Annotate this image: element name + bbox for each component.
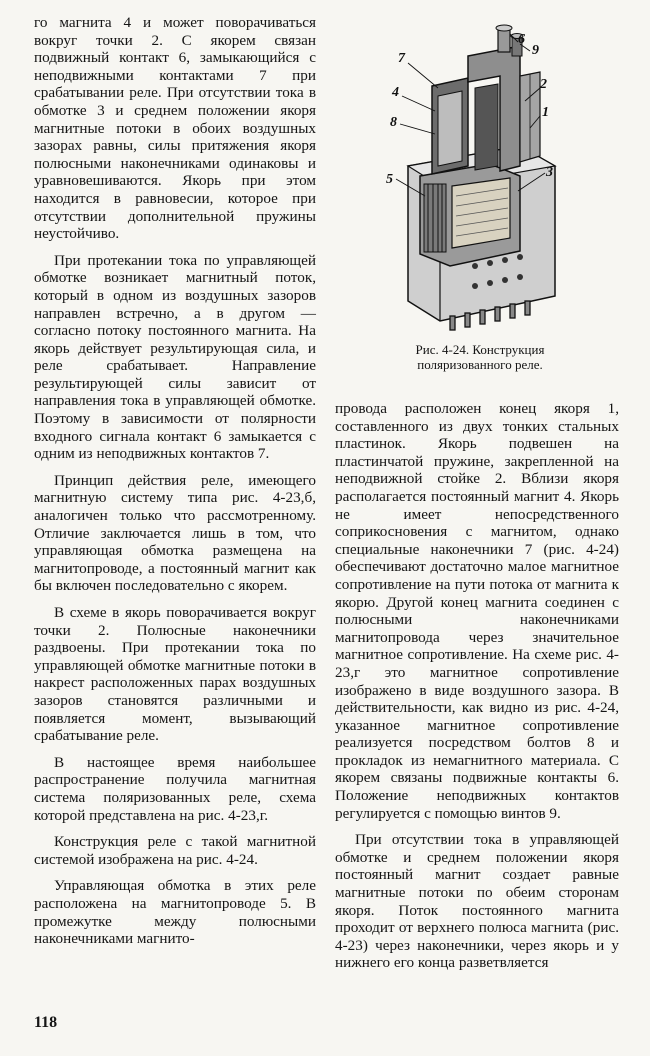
caption-line: Рис. 4-24. Конструкция xyxy=(415,342,545,357)
figure-label-7: 7 xyxy=(398,51,405,66)
figure-caption xyxy=(362,342,598,372)
paragraph: провода расположен конец якоря 1, составленного из двух тонких стальных пластинок. Якорь подвешен на пластинчатой пружине, закрепленной на неподвижной стойке 2. Вблизи якоря располагается постоянный магнит 4. Якорь не имеет непосредственного соприкосновения с магнитом, однако специальные наконечники 7 (рис. 4-24) обеспечивают достаточно малое магнитное сопротивление на пути потока от магнита к якорю. Другой конец магнита соединен с полюсными наконечниками магнитопровода через значительное магнитное сопротивление. На схеме рис. 4-23,г это магнитное сопротивление изображено в виде воздушного зазора. В действительности, как видно из рис. 4-24, указанное магнитное сопротивление реализуется посредством болтов 8 и прокладок из немагнитного материала. С якорем связаны подвижные контакты 6. Положение неподвижных контактов регулируется с помощью винтов 9. xyxy=(335,400,619,822)
figure-label-3: 3 xyxy=(546,165,553,180)
paragraph: Конструкция реле с такой магнитной системой изображена на рис. 4-24. xyxy=(34,833,316,868)
figure-label-9: 9 xyxy=(532,43,539,58)
relay-drawing xyxy=(380,16,580,336)
paragraph: При отсутствии тока в управляющей обмотке и среднем положении якоря постоянный магнит создает равные магнитные потоки по обеим сторонам якоря. Поток постоянного магнита проходит от верхнего полюса магнита (рис. 4-23) через наконечники, через якорь и у нижнего его конца разветвляется xyxy=(335,831,619,972)
paragraph: В схеме в якорь поворачивается вокруг точки 2. Полюсные наконечники раздвоены. При протекании тока по управляющей обмотке магнитные потоки в накрест расположенных парах воздушных зазоров становятся различными и появляется момент, вызывающий срабатывание реле. xyxy=(34,604,316,745)
figure-label-5: 5 xyxy=(386,172,393,187)
caption-line: поляризованного реле. xyxy=(417,357,543,372)
figure-label-6: 6 xyxy=(518,32,525,47)
relay-figure xyxy=(380,16,580,336)
figure-label-1: 1 xyxy=(542,105,549,120)
figure-label-4: 4 xyxy=(392,85,399,100)
right-text-column xyxy=(335,400,619,972)
paragraph: В настоящее время наибольшее распространение получила магнитная система поляризованных реле, схема которой представлена на рис. 4-23,г. xyxy=(34,753,316,824)
paragraph: Принцип действия реле, имеющего магнитную систему типа рис. 4-23,б, аналогичен только что рассмотренному. Отличие заключается лишь в том, что управляющая обмотка размещена на магнитопроводе, а постоянный магнит как бы включен последовательно с якорем. xyxy=(34,471,316,595)
left-text-column xyxy=(34,14,316,948)
figure-label-2: 2 xyxy=(540,77,547,92)
paragraph: Управляющая обмотка в этих реле расположена на магнитопроводе 5. В промежутке между полюсными наконечниками магнито- xyxy=(34,877,316,948)
page-number: 118 xyxy=(34,1014,58,1031)
paragraph: При протекании тока по управляющей обмотке возникает магнитный поток, который в одном из воздушных зазоров направлен встречно, а в другом — согласно потоку постоянного магнита. На якорь действует результирующая сила, и реле срабатывает. Направление результирующей силы зависит от направления тока в управляющей обмотке. Поэтому в зависимости от полярности входного сигнала контакт 6 замыкается с одним из неподвижных контактов 7. xyxy=(34,251,316,463)
figure-label-8: 8 xyxy=(390,115,397,130)
paragraph: го магнита 4 и может поворачиваться вокруг точки 2. С якорем связан подвижный контакт 6, замыкающийся с неподвижными контактами 7 при срабатывании реле. При отсутствии тока в обмотке 3 и среднем положении якоря магнитные потоки в обоих воздушных зазорах равны, силы притяжения якоря полюсными наконечниками одинаковы и уравновешиваются. Якорь при этом находится в равновесии, которое при отсутствии дополнительной пружины неустойчиво. xyxy=(34,14,316,243)
